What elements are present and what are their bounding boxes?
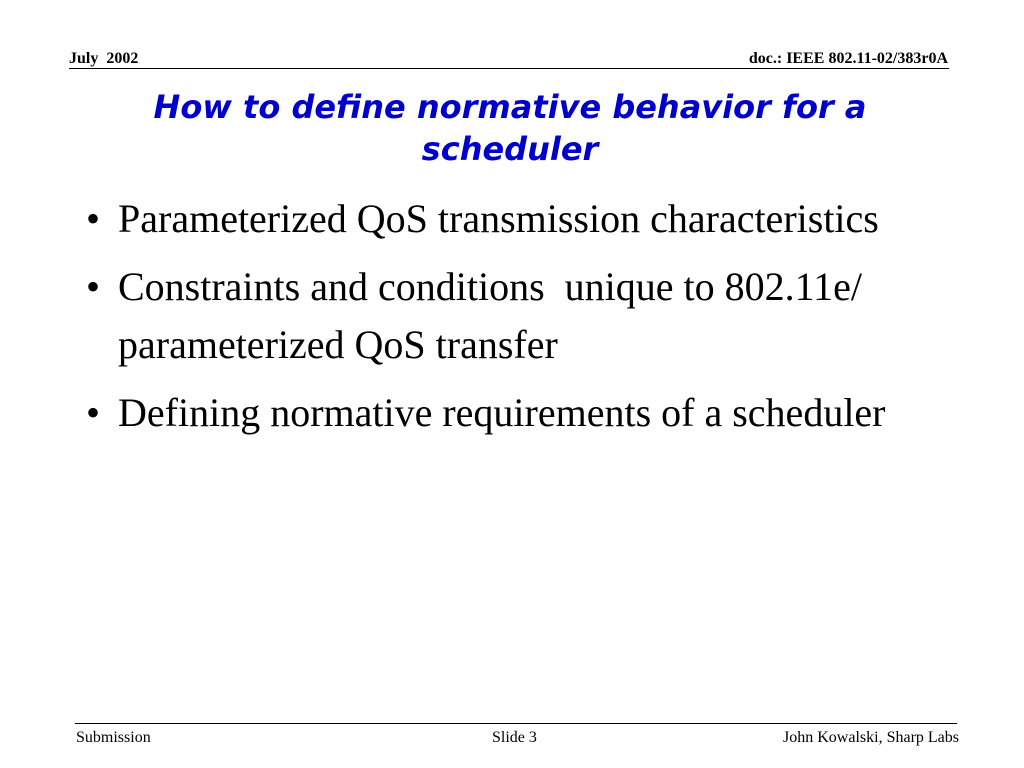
bullet-item xyxy=(80,384,920,442)
header-divider xyxy=(69,68,949,69)
bullet-marker: • xyxy=(86,196,101,241)
footer-submission: Submission xyxy=(76,729,151,746)
bullet-item xyxy=(80,258,920,374)
slide-title: How to define normative behavior for a scheduler xyxy=(153,88,867,168)
bullet-item xyxy=(80,190,920,248)
bullet-text: Parameterized QoS transmission characteristics xyxy=(118,196,879,241)
bullet-marker: • xyxy=(86,390,101,435)
footer-divider xyxy=(75,723,957,724)
footer-slide-number: Slide 3 xyxy=(492,729,537,746)
bullet-marker: • xyxy=(86,264,101,309)
bullet-list xyxy=(80,190,920,452)
bullet-text: Constraints and conditions unique to 802.11e/ parameterized QoS transfer xyxy=(118,264,873,367)
header-date: July 2002 xyxy=(69,50,139,67)
header-doc-id: doc.: IEEE 802.11-02/383r0A xyxy=(748,50,948,67)
footer-author: John Kowalski, Sharp Labs xyxy=(783,729,959,746)
bullet-text: Defining normative requirements of a scheduler xyxy=(118,390,886,435)
